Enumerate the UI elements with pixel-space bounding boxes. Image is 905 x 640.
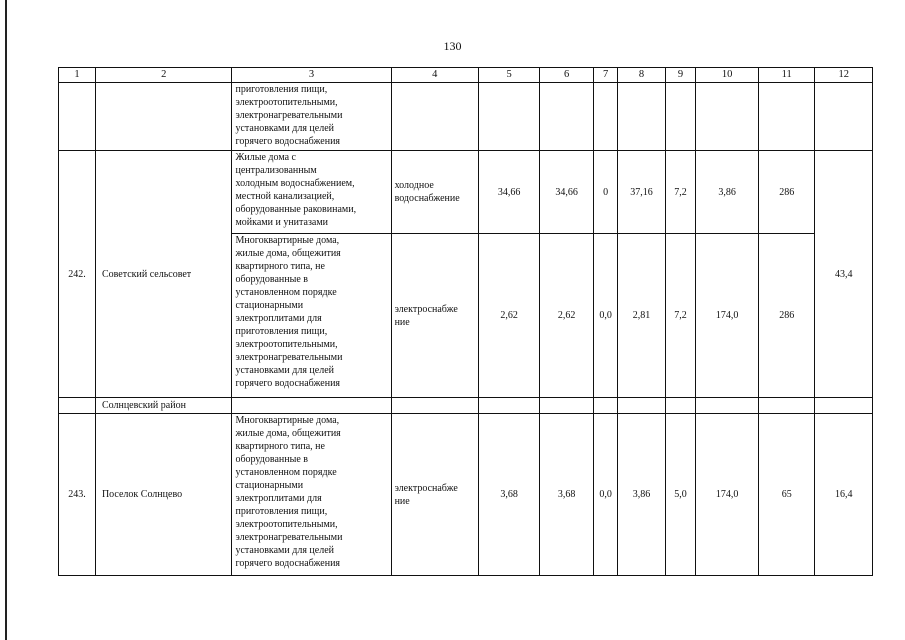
cell [593,83,618,151]
cell [618,83,665,151]
description-line: горячего водоснабжения [235,378,341,389]
value-col6: 3,68 [540,414,593,576]
value-col7: 0,0 [593,234,618,398]
description-line: жилые дома, общежития [235,428,341,439]
description-line: холодным водоснабжением, [235,178,355,189]
cell [478,398,540,414]
cell [478,83,540,151]
description-line: стационарными [235,300,304,311]
value-col8: 3,86 [618,414,665,576]
description-line: Жилые дома с [235,152,296,163]
service-cell [391,151,478,234]
cell [540,83,593,151]
description-line: оборудованные в [235,274,308,285]
description-line: приготовления пищи, [235,506,328,517]
tariff-table [58,67,873,576]
description-line: квартирного типа, не [235,261,325,272]
service-line: электроснабже [394,482,458,494]
description-line: электроотопительными, [235,519,338,530]
service-line: ние [394,316,410,328]
value-col7: 0 [593,151,618,234]
service-cell [391,234,478,398]
cell [618,398,665,414]
value-col9: 5,0 [665,414,696,576]
col-header-6: 6 [540,68,593,83]
value-col5: 3,68 [478,414,540,576]
value-col12: 43,4 [815,151,873,398]
col-header-3: 3 [232,68,391,83]
description-line: Многоквартирные дома, [235,415,340,426]
col-header-11: 11 [758,68,814,83]
description-line: электронагревательными [235,352,343,363]
settlement-name: Советский сельсовет [95,151,232,398]
service-cell [391,414,478,576]
description-line: централизованным [235,165,317,176]
description-line: электроотопительными, [235,339,338,350]
service-line: холодное [394,180,434,191]
table-row-242-cold-water [59,151,873,234]
settlement-name: Поселок Солнцево [95,414,232,576]
description-cell [232,414,391,576]
description-line: мойками и унитазами [235,217,329,228]
description-line: горячего водоснабжения [235,136,341,147]
service-line: водоснабжение [394,193,460,204]
value-col9: 7,2 [665,234,696,398]
value-col10: 3,86 [696,151,759,234]
page-number: 130 [443,39,462,53]
description-line: приготовления пищи, [235,84,328,95]
description-line: установками для целей [235,545,334,556]
description-line: электроотопительными, [235,97,338,108]
value-col8: 2,81 [618,234,665,398]
description-line: электронагревательными [235,110,343,121]
col-header-1: 1 [59,68,96,83]
column-number-row [59,68,873,83]
value-col5: 2,62 [478,234,540,398]
cell [391,398,478,414]
description-line: установленном порядке [235,467,337,478]
service-line: ние [394,495,410,507]
value-col11: 286 [758,151,814,234]
cell [758,83,814,151]
col-header-2: 2 [95,68,232,83]
description-line: жилые дома, общежития [235,248,341,259]
description-line: электроплитами для [235,493,322,504]
col-header-8: 8 [618,68,665,83]
description-line: электронагревательными [235,532,343,543]
cell [696,398,759,414]
description-line: оборудованные в [235,454,308,465]
district-name: Солнцевский район [95,398,232,414]
value-col6: 34,66 [540,151,593,234]
description-cell [232,151,391,234]
row-number: 242. [59,151,96,398]
service-line: электроснабже [394,303,458,315]
col-header-12: 12 [815,68,873,83]
cell [593,398,618,414]
value-col10: 174,0 [696,414,759,576]
col-header-10: 10 [696,68,759,83]
cell [665,398,696,414]
col-header-9: 9 [665,68,696,83]
cell [758,398,814,414]
value-col7: 0,0 [593,414,618,576]
description-cell [232,83,391,151]
cell [232,398,391,414]
description-line: местной канализацией, [235,191,335,202]
table-row-243 [59,414,873,576]
description-line: установленном порядке [235,287,337,298]
page-left-border [5,0,7,640]
description-line: горячего водоснабжения [235,558,341,569]
value-col5: 34,66 [478,151,540,234]
description-line: электроплитами для [235,313,322,324]
description-line: установками для целей [235,365,334,376]
cell [391,83,478,151]
value-col6: 2,62 [540,234,593,398]
row-number: 243. [59,414,96,576]
description-line: стационарными [235,480,304,491]
cell [815,83,873,151]
value-col11: 286 [758,234,814,398]
cell [696,83,759,151]
description-line: Многоквартирные дома, [235,235,340,246]
col-header-7: 7 [593,68,618,83]
cell [95,83,232,151]
table-row-district [59,398,873,414]
description-line: квартирного типа, не [235,441,325,452]
value-col9: 7,2 [665,151,696,234]
col-header-4: 4 [391,68,478,83]
cell [815,398,873,414]
cell [59,398,96,414]
value-col10: 174,0 [696,234,759,398]
cell [540,398,593,414]
cell [59,83,96,151]
description-line: приготовления пищи, [235,326,328,337]
description-cell [232,234,391,398]
value-col12: 16,4 [815,414,873,576]
description-line: установками для целей [235,123,334,134]
col-header-5: 5 [478,68,540,83]
value-col11: 65 [758,414,814,576]
value-col8: 37,16 [618,151,665,234]
cell [665,83,696,151]
table-row-carryover [59,83,873,151]
description-line: оборудованные раковинами, [235,204,357,215]
